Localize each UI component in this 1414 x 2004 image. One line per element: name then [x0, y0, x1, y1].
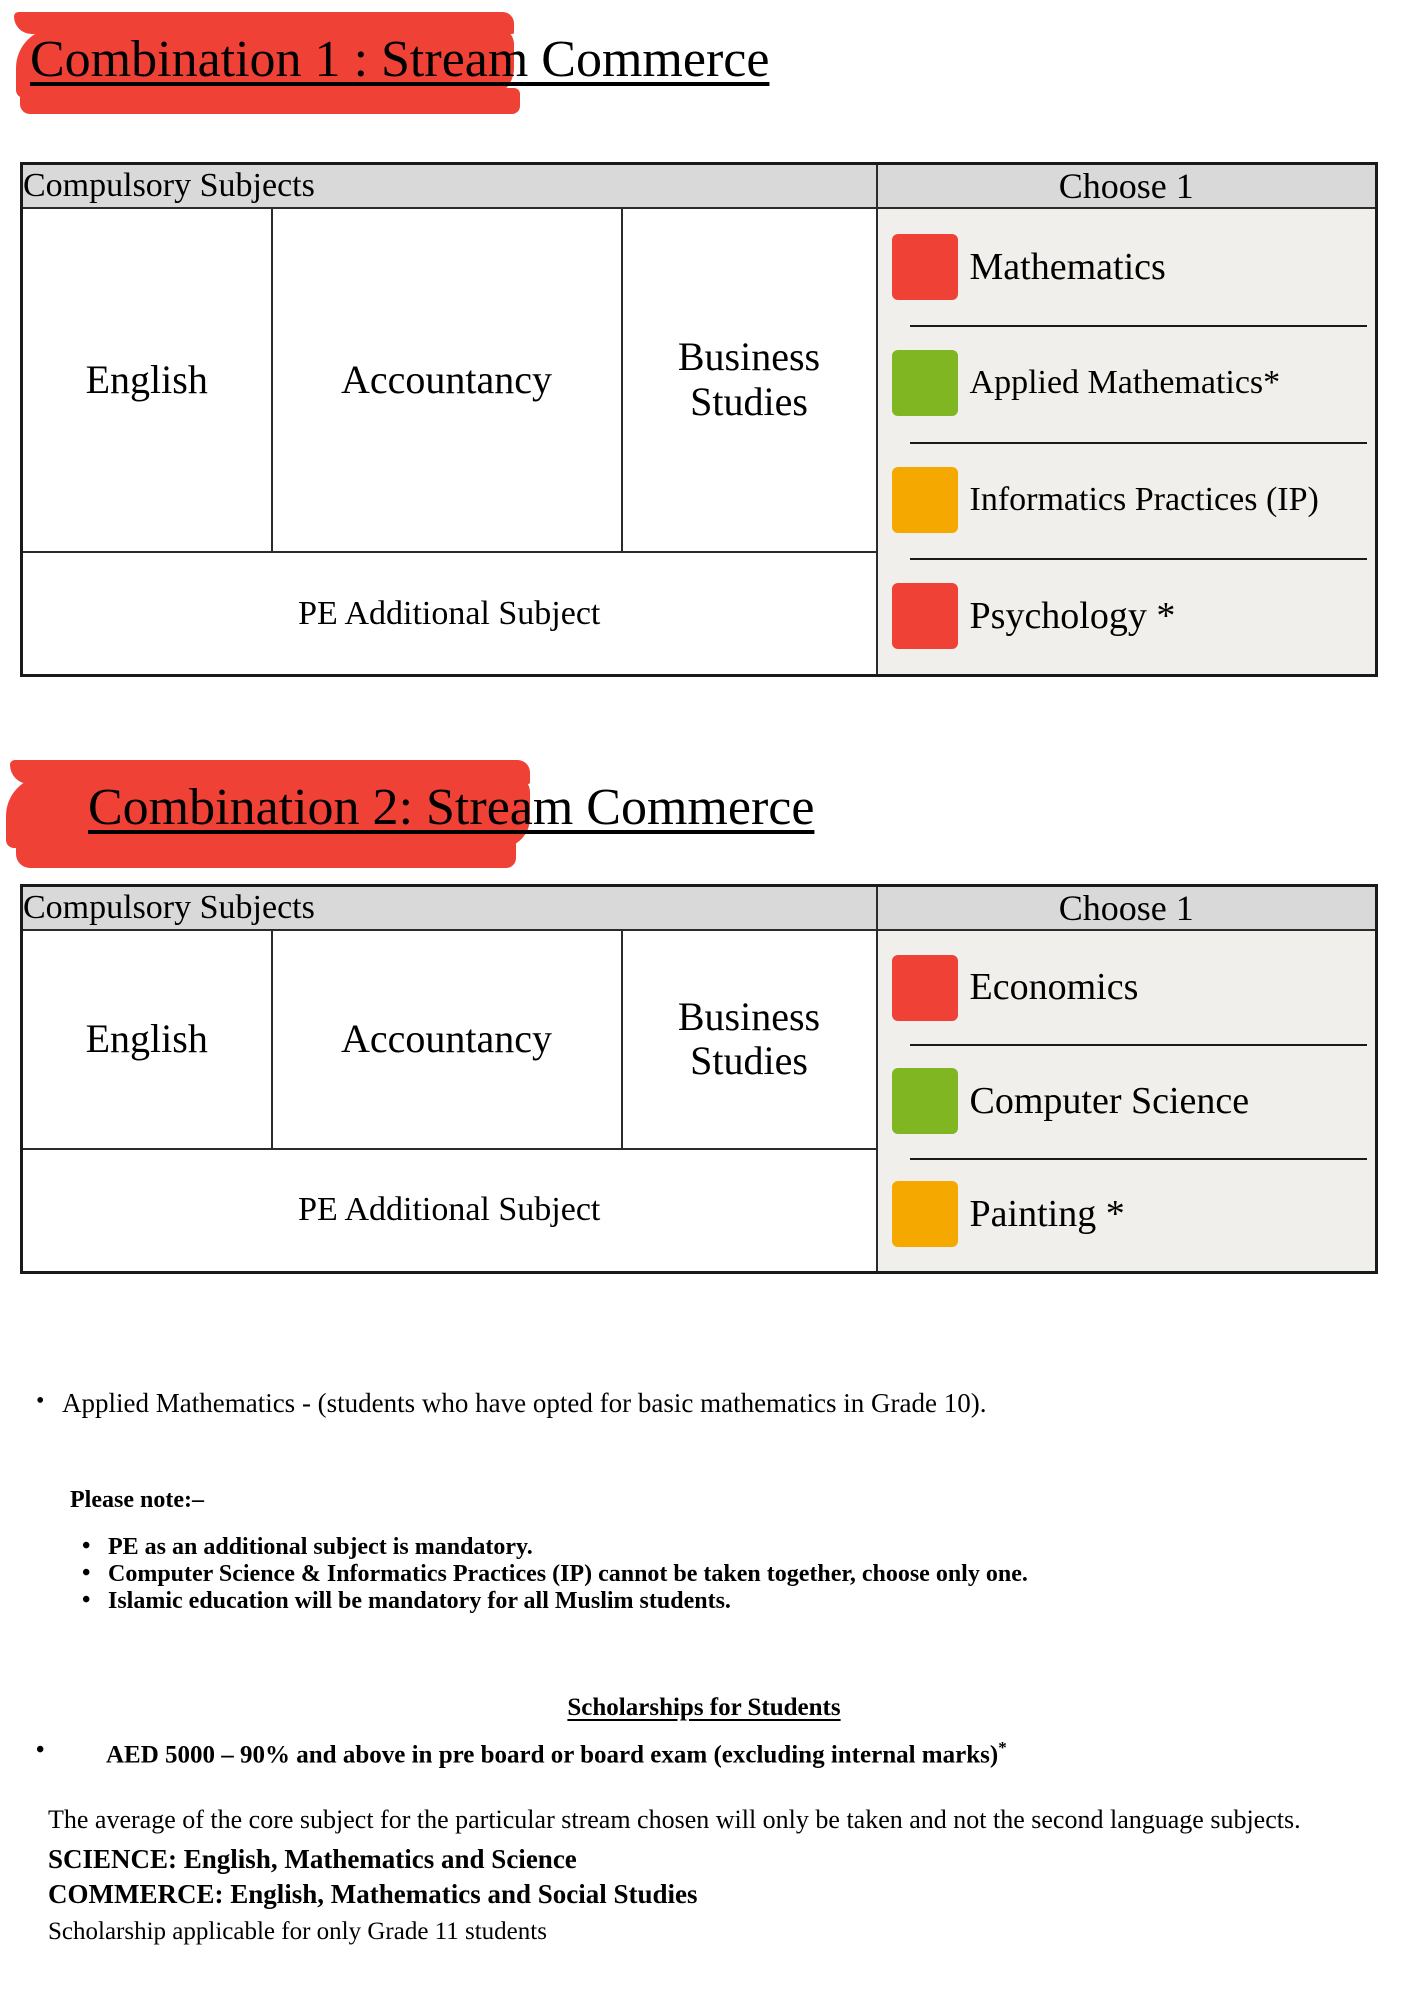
choice-label: Informatics Practices (IP)	[969, 480, 1319, 518]
scholarship-amount-item: AED 5000 – 90% and above in pre board or board exam (excluding internal marks)	[106, 1741, 999, 1769]
combination1-table	[20, 162, 1378, 677]
note-item-cs-ip: Computer Science & Informatics Practices (IP) cannot be taken together, choose only one.	[108, 1561, 1028, 1587]
list-item	[24, 1387, 1384, 1421]
commerce-core-line: COMMERCE: English, Mathematics and Social Studies	[48, 1879, 698, 1910]
divider	[910, 442, 1368, 444]
note-item-pe: PE as an additional subject is mandatory.	[108, 1534, 533, 1560]
color-swatch-red	[892, 234, 958, 300]
list-item	[70, 1561, 1390, 1588]
table-row	[22, 930, 1377, 1149]
list-item	[24, 1738, 1384, 1769]
combination1-title-suffix: : Stream Commerce	[353, 31, 770, 88]
red-highlight-swash	[16, 836, 516, 868]
table-row	[22, 208, 1377, 552]
scholarships-heading: Scholarships for Students	[567, 1694, 841, 1721]
color-swatch-green	[892, 350, 958, 416]
choice-label: Psychology *	[969, 594, 1176, 637]
core-subject-accountancy: Accountancy	[272, 930, 622, 1149]
table-row	[22, 886, 1377, 931]
choice-option[interactable]	[878, 558, 1376, 674]
choice-option[interactable]	[878, 1044, 1376, 1157]
color-swatch-red	[892, 583, 958, 649]
applied-math-footnote-list	[24, 1387, 1384, 1421]
choice-option[interactable]	[878, 209, 1376, 325]
color-swatch-red	[892, 955, 958, 1021]
choose-one-panel	[877, 208, 1377, 676]
pe-additional-subject: PE Additional Subject	[22, 1149, 877, 1273]
closing-section	[48, 1804, 1378, 1949]
core-subject-business-studies: Business Studies	[622, 208, 877, 552]
please-note-heading: Please note:–	[70, 1487, 204, 1513]
choice-label: Computer Science	[969, 1079, 1250, 1122]
divider	[910, 1158, 1368, 1160]
closing-paragraph: The average of the core subject for the particular stream chosen will only be taken and not the second language subjects.	[48, 1805, 1301, 1834]
combination1-heading	[0, 4, 1414, 114]
choice-option[interactable]	[878, 931, 1376, 1044]
applied-math-footnote: Applied Mathematics - (students who have opted for basic mathematics in Grade 10).	[62, 1388, 987, 1418]
choice-label: Painting *	[969, 1193, 1125, 1236]
choice-option[interactable]	[878, 1158, 1376, 1271]
choose-one-header: Choose 1	[877, 886, 1377, 931]
choice-option[interactable]	[878, 442, 1376, 558]
color-swatch-green	[892, 1068, 958, 1134]
combination2-heading	[0, 754, 1414, 874]
compulsory-subjects-header: Compulsory Subjects	[22, 164, 877, 209]
list-item	[70, 1588, 1390, 1615]
pe-additional-subject: PE Additional Subject	[22, 552, 877, 675]
choice-label: Applied Mathematics*	[969, 364, 1281, 402]
please-note-list	[70, 1534, 1390, 1615]
table-row	[22, 164, 1377, 209]
scholarship-asterisk: *	[998, 1738, 1007, 1757]
choice-option[interactable]	[878, 325, 1376, 441]
list-item	[70, 1534, 1390, 1561]
choose-one-header: Choose 1	[877, 164, 1377, 209]
grade-eligibility-line: Scholarship applicable for only Grade 11 students	[48, 1918, 547, 1946]
core-subject-english: English	[22, 930, 272, 1149]
core-subject-accountancy: Accountancy	[272, 208, 622, 552]
choice-label: Economics	[969, 966, 1139, 1009]
combination2-title-prefix: Combination 2	[88, 779, 399, 836]
color-swatch-orange	[892, 1181, 958, 1247]
core-subject-business-studies: Business Studies	[622, 930, 877, 1149]
combination1-title-prefix: Combination 1	[30, 31, 354, 88]
color-swatch-orange	[892, 467, 958, 533]
scholarships-section	[24, 1694, 1384, 1769]
combination2-title-suffix: : Stream Commerce	[398, 779, 815, 836]
divider	[910, 558, 1368, 560]
scholarships-list	[24, 1738, 1384, 1769]
note-item-islamic: Islamic education will be mandatory for all Muslim students.	[108, 1588, 731, 1614]
choose-one-panel	[877, 930, 1377, 1273]
core-subject-english: English	[22, 208, 272, 552]
combination2-table	[20, 884, 1378, 1274]
compulsory-subjects-header: Compulsory Subjects	[22, 886, 877, 931]
choice-label: Mathematics	[969, 245, 1166, 288]
science-core-line: SCIENCE: English, Mathematics and Science	[48, 1844, 577, 1875]
please-note-section	[70, 1487, 1390, 1615]
divider	[910, 1044, 1368, 1046]
divider	[910, 325, 1368, 327]
document-page	[0, 4, 1414, 2004]
red-highlight-swash	[20, 88, 520, 114]
